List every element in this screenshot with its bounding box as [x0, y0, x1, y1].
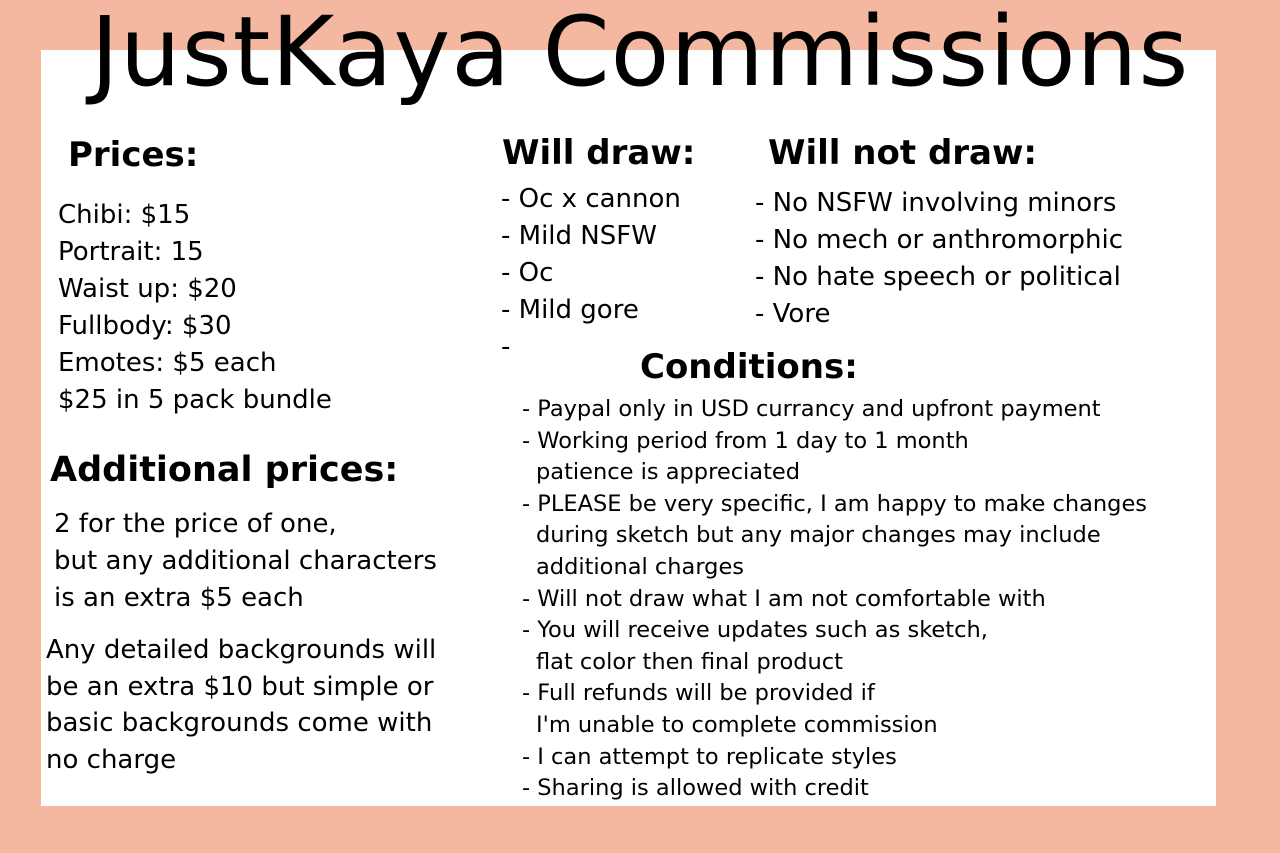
price-item: Fullbody: $30 [58, 311, 232, 341]
price-item: $25 in 5 pack bundle [58, 385, 332, 415]
backgrounds-line: be an extra $10 but simple or [46, 671, 434, 702]
additional-line: but any additional characters [54, 546, 437, 576]
condition-line: additional charges [536, 553, 745, 580]
backgrounds-line: basic backgrounds come with [46, 708, 433, 738]
backgrounds-line: Any detailed backgrounds will [46, 635, 437, 665]
additional-prices-heading: Additional prices: [50, 450, 399, 490]
backgrounds-line: no charge [46, 744, 177, 775]
condition-line: - PLEASE be very specific, I am happy to make changes [522, 490, 1148, 517]
price-item: Waist up: $20 [58, 274, 237, 304]
conditions-heading: Conditions: [640, 347, 858, 387]
will-not-draw-item: - Vore [755, 299, 831, 329]
backgrounds-text [46, 632, 436, 778]
will-draw-heading: Will draw: [502, 133, 696, 173]
will-not-draw-list [755, 185, 1123, 333]
price-item: Chibi: $15 [58, 200, 191, 230]
condition-line: - Paypal only in USD currancy and upfront payment [522, 396, 1101, 422]
condition-line: - You will receive updates such as sketch, [522, 617, 988, 644]
conditions-list [522, 394, 1147, 805]
prices-list [58, 197, 332, 419]
will-draw-item: - Oc x cannon [501, 184, 681, 214]
condition-line: flat color then final product [536, 648, 843, 675]
condition-line: I'm unable to complete commission [536, 711, 938, 738]
will-not-draw-heading: Will not draw: [768, 133, 1038, 173]
condition-line: - Sharing is allowed with credit [522, 775, 869, 802]
condition-line: - Full refunds will be provided if [522, 680, 875, 707]
condition-line: - Will not draw what I am not comfortable with [522, 585, 1046, 612]
additional-line: is an extra $5 each [54, 583, 304, 613]
prices-heading: Prices: [68, 135, 199, 175]
condition-line: patience is appreciated [536, 459, 801, 486]
will-not-draw-item: - No hate speech or political [755, 262, 1121, 292]
will-draw-list [501, 181, 681, 366]
will-not-draw-item: - No mech or anthromorphic [755, 225, 1124, 255]
price-item: Portrait: 15 [58, 237, 204, 267]
condition-line: - Working period from 1 day to 1 month [522, 427, 969, 454]
will-not-draw-item: - No NSFW involving minors [755, 188, 1117, 218]
page-title: JustKaya Commissions [90, 0, 1190, 108]
additional-characters-text [54, 506, 437, 617]
price-item: Emotes: $5 each [58, 348, 277, 378]
will-draw-item: - [501, 332, 511, 362]
will-draw-item: - Mild NSFW [501, 221, 657, 251]
condition-line: during sketch but any major changes may include [536, 522, 1101, 549]
will-draw-item: - Oc [501, 258, 554, 288]
condition-line: - I can attempt to replicate styles [522, 743, 897, 770]
will-draw-item: - Mild gore [501, 295, 639, 325]
additional-line: 2 for the price of one, [54, 509, 337, 539]
